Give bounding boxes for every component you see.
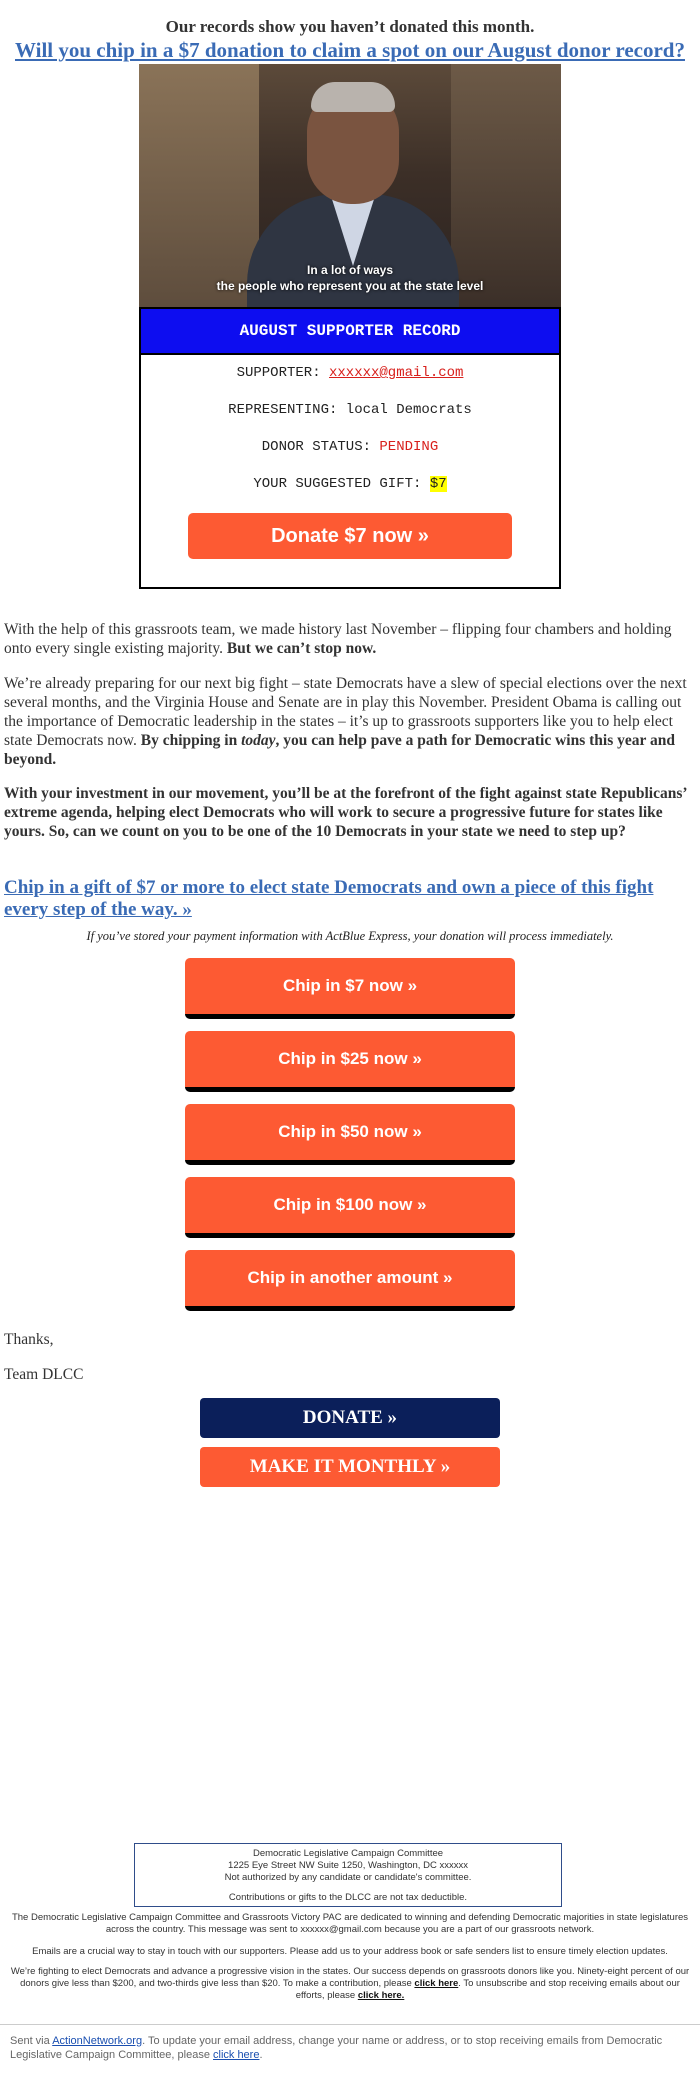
p1-emphasis: But we can’t stop now.: [226, 640, 377, 657]
chip-50-button[interactable]: Chip in $50 now »: [185, 1104, 515, 1165]
footer-authorized: Not authorized by any candidate or candidate's committee.: [224, 1872, 472, 1883]
signoff-team: Team DLCC: [4, 1366, 84, 1383]
caption-line-1: In a lot of ways: [306, 263, 393, 277]
record-title: AUGUST SUPPORTER RECORD: [141, 309, 559, 355]
unsubscribe-link[interactable]: click here.: [357, 1990, 405, 2001]
supporter-record-card: [139, 307, 561, 589]
fine-print-1: The Democratic Legislative Campaign Committee and Grassroots Victory PAC are dedicated to winning and defending Democratic majorities in state legislatures across the country. This message was sent to xxxxxx@gmail.com because you are a part of our grassroots network.: [11, 1912, 689, 1935]
donate-button[interactable]: DONATE »: [200, 1398, 500, 1438]
caption-line-2: the people who represent you at the state level: [216, 279, 484, 293]
actblue-express-note: If you’ve stored your payment information with ActBlue Express, your donation will process immediately.: [86, 929, 614, 943]
supporter-label: SUPPORTER:: [236, 365, 321, 381]
chip-100-button[interactable]: Chip in $100 now »: [185, 1177, 515, 1238]
representing-label: REPRESENTING:: [228, 402, 338, 418]
status-badge: PENDING: [379, 439, 439, 455]
intro-text: Our records show you haven’t donated this month.: [165, 17, 535, 36]
record-representing-row: [141, 392, 559, 429]
chip-25-button[interactable]: Chip in $25 now »: [185, 1031, 515, 1092]
footer-divider: [0, 2024, 700, 2025]
actionnetwork-link[interactable]: ActionNetwork.org: [52, 2035, 143, 2047]
contribute-link[interactable]: click here: [414, 1978, 459, 1989]
footer-tax: Contributions or gifts to the DLCC are not tax deductible.: [228, 1892, 468, 1903]
make-it-monthly-button[interactable]: MAKE IT MONTHLY »: [200, 1447, 500, 1487]
obama-video-still[interactable]: [139, 64, 561, 307]
paragraph-3: With your investment in our movement, you’ll be at the forefront of the fight against state Republicans’ extreme agenda, helping elect Democrats who will work to secure a progressive future for states like yours. So, can we count on you to be one of the 10 Democrats in your state we need to step up?: [4, 785, 687, 840]
update-preferences-link[interactable]: click here: [213, 2049, 260, 2061]
disclaimer-box: [134, 1843, 562, 1907]
signoff-thanks: Thanks,: [4, 1331, 54, 1348]
record-supporter-row: [141, 355, 559, 392]
representing-value: local Democrats: [345, 402, 472, 418]
donate-7-button[interactable]: Donate $7 now »: [188, 513, 512, 559]
status-label: DONOR STATUS:: [261, 439, 371, 455]
paragraph-1: [4, 620, 696, 658]
paragraph-2: [4, 674, 696, 769]
footer-org: Democratic Legislative Campaign Committee: [252, 1848, 444, 1859]
fine-print-3: We’re fighting to elect Democrats and advance a progressive vision in the states. Our success depends on grassroots donors like you. Ninety-eight percent of our donors give less than $200, and two-thirds give less than $20. To make a contribution, please click here. To unsubscribe and stop receiving emails about our efforts, please click here.: [10, 1966, 690, 2001]
record-gift-row: [141, 466, 559, 503]
fine-print-2: Emails are a crucial way to stay in touch with our supporters. Please add us to your address book or safe senders list to ensure timely election updates.: [32, 1946, 668, 1957]
supporter-email[interactable]: xxxxxx@gmail.com: [329, 365, 464, 381]
p2-emphasis: By chipping in today, you can help pave a path for Democratic wins this year and beyond.: [4, 732, 675, 768]
record-status-row: [141, 429, 559, 466]
p2-text: We’re already preparing for our next big fight – state Democrats have a slew of special elections over the next several months, and the Virginia House and Senate are in play this November. President Obama is calling out the importance of Democratic leadership in the states – it’s up to grassroots supporters like you to help elect state Democrats now.: [4, 675, 687, 749]
p1-text: With the help of this grassroots team, we made history last November – flipping four chambers and holding onto every single existing majority.: [4, 621, 672, 657]
chip-in-ask-link[interactable]: Chip in a gift of $7 or more to elect state Democrats and own a piece of this fight every step of the way. »: [4, 877, 654, 920]
speaker-hair: [311, 82, 395, 112]
gift-amount: $7: [429, 476, 447, 492]
gift-label: YOUR SUGGESTED GIFT:: [253, 476, 422, 492]
headline-link[interactable]: Will you chip in a $7 donation to claim a spot on our August donor record?: [15, 38, 685, 62]
chip-other-amount-button[interactable]: Chip in another amount »: [185, 1250, 515, 1311]
video-caption: [139, 262, 561, 294]
sent-via-notice: Sent via ActionNetwork.org. To update your email address, change your name or address, or to stop receiving emails from Democratic Legislative Campaign Committee, please click here.: [10, 2035, 663, 2061]
footer-address: 1225 Eye Street NW Suite 1250, Washington, DC xxxxxx: [228, 1860, 468, 1871]
chip-7-button[interactable]: Chip in $7 now »: [185, 958, 515, 1019]
